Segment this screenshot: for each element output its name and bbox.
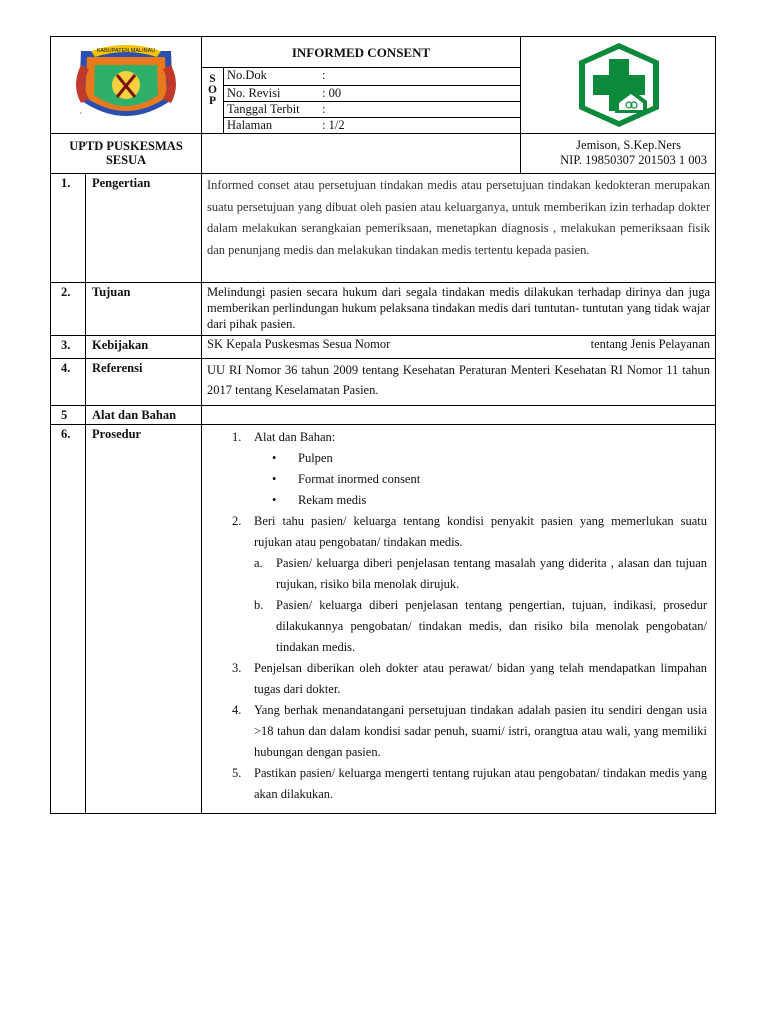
step-2b: [232, 595, 707, 658]
step-2: [232, 511, 707, 553]
alat-bahan-cell: [202, 406, 716, 425]
row-number: 3.: [51, 336, 86, 359]
meta-halaman: [224, 118, 521, 134]
step-number: 3.: [232, 661, 242, 675]
bullet-item: • Rekam medis: [232, 490, 707, 511]
meta-key: Halaman: [227, 118, 273, 132]
bullet-text: Pulpen: [298, 451, 333, 465]
row-label-tujuan: Tujuan: [86, 283, 202, 336]
signer-nip: NIP. 19850307 201503 1 003: [560, 152, 708, 167]
puskesmas-logo-cell: [521, 37, 716, 134]
sop-letter-o: O: [208, 84, 217, 96]
step-2a: [232, 553, 707, 595]
blank-header-cell: [202, 134, 521, 174]
meta-value: : 1/2: [322, 118, 345, 132]
step-text: Yang berhak menandatangani persetujuan tindakan adalah pasien itu sendiri dengan usia >18 tahun dan dalam kondisi sadar penuh, suami/ istri, orangtua atau wali, yang memiliki hubungan dengan pasien.: [254, 703, 708, 759]
sop-label: [202, 68, 224, 134]
sub-step-text: Pasien/ keluarga diberi penjelasan tentang masalah yang diderita , alasan dan tujuan rujukan, risiko bila menolak dirujuk.: [276, 556, 708, 591]
meta-key: No.Dok: [227, 68, 267, 82]
pengertian-text: Informed conset atau persetujuan tindakan medis atau persetujuan tindakan kedokteran merupakan suatu persetujuan yang dibuat oleh pasien atau keluarganya, untuk memberikan izin terhadap dokter dalam melakukan serangkaian pemeriksaan, menetapkan diagnosis , melakukan pemeriksaan fisik dan penunjang medis dan melakukan tindakan medis tertentu kepada pasien.: [202, 174, 716, 283]
row-label-pengertian: Pengertian: [86, 174, 202, 283]
meta-key: Tanggal Terbit: [227, 102, 300, 116]
step-number: 5.: [232, 766, 242, 780]
meta-no-dok: [224, 68, 521, 86]
step-number: 4.: [232, 703, 242, 717]
meta-value: :: [322, 68, 326, 82]
row-number: 5: [51, 406, 86, 425]
kebijakan-left: SK Kepala Puskesmas Sesua Nomor: [207, 337, 391, 351]
meta-tanggal-terbit: [224, 102, 521, 118]
step-3: [232, 658, 707, 700]
row-label-referensi: Referensi: [86, 359, 202, 406]
sub-step-letter: b.: [254, 598, 264, 612]
sub-step-text: Pasien/ keluarga diberi penjelasan tentang pengertian, tujuan, indikasi, prosedur dilakukannya pengobatan/ tindakan medis, dan risiko bila menolak pengobatan/ tindakan medis.: [276, 598, 708, 654]
step-number: 2.: [232, 514, 242, 528]
kebijakan-text: [202, 336, 716, 359]
row-number: 6.: [51, 425, 86, 814]
referensi-text: UU RI Nomor 36 tahun 2009 tentang Kesehatan Peraturan Menteri Kesehatan RI Nomor 11 tahun 2017 tentang Keselamatan Pasien.: [202, 359, 716, 406]
bullet-text: Format inormed consent: [298, 472, 421, 486]
bullet-item: • Pulpen: [232, 448, 707, 469]
step-4: [232, 700, 707, 763]
step-text: Penjelsan diberikan oleh dokter atau perawat/ bidan yang telah mendapatkan limpahan tugas dari dokter.: [254, 661, 708, 696]
meta-value: : 00: [322, 86, 342, 100]
regency-logo-cell: [51, 37, 202, 134]
tujuan-text: Melindungi pasien secara hukum dari segala tindakan medis dilakukan terhadap dirinya dan juga memberikan perlindungan hukum pelaksana tindakan medis dari tuntutan- tuntutan yang tidak wajar dari pihak pasien.: [202, 283, 716, 336]
signer-block: [521, 134, 716, 174]
step-text: Beri tahu pasien/ keluarga tentang kondisi penyakit pasien yang memerlukan suatu rujukan atau pengobatan/ tindakan medis.: [254, 514, 708, 549]
row-number: 1.: [51, 174, 86, 283]
row-label-prosedur: Prosedur: [86, 425, 202, 814]
meta-key: No. Revisi: [227, 86, 281, 100]
signer-name: Jemison, S.Kep.Ners: [576, 138, 682, 152]
row-number: 2.: [51, 283, 86, 336]
tick-mark: `: [79, 112, 83, 123]
sop-table: [50, 36, 716, 814]
meta-no-revisi: [224, 86, 521, 102]
bullet-text: Rekam medis: [298, 493, 367, 507]
step-text: Alat dan Bahan:: [254, 430, 336, 444]
document-title: INFORMED CONSENT: [202, 37, 521, 68]
kebijakan-right: tentang Jenis Pelayanan: [590, 337, 711, 351]
step-number: 1.: [232, 430, 242, 444]
row-label-kebijakan: Kebijakan: [86, 336, 202, 359]
sop-letter-s: S: [209, 73, 216, 85]
step-1: [232, 427, 707, 448]
row-label-alat-bahan: Alat dan Bahan: [86, 406, 202, 425]
organization-name: [51, 134, 202, 174]
sub-step-letter: a.: [254, 556, 263, 570]
meta-value: :: [322, 102, 326, 116]
org-line-2: SESUA: [105, 153, 147, 167]
regency-logo-text: KABUPATEN MALINAU: [96, 48, 156, 54]
row-number: 4.: [51, 359, 86, 406]
regency-emblem-icon: [51, 37, 201, 133]
bullet-item: • Format inormed consent: [232, 469, 707, 490]
org-line-1: UPTD PUSKESMAS: [69, 139, 183, 153]
step-5: [232, 763, 707, 805]
sop-letter-p: P: [208, 95, 217, 107]
puskesmas-cross-icon: [521, 37, 716, 133]
sop-document: [50, 36, 715, 814]
step-text: Pastikan pasien/ keluarga mengerti tentang rujukan atau pengobatan/ tindakan medis yang akan dilakukan.: [254, 766, 708, 801]
prosedur-content: [202, 425, 716, 814]
